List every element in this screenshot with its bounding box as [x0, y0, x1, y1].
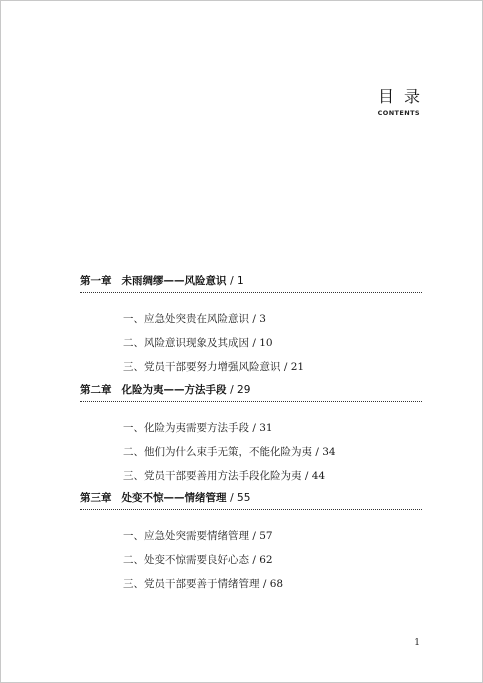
- section-title: 二、处变不惊需要良好心态: [123, 554, 249, 566]
- toc-title: 目录: [377, 87, 430, 106]
- chapter-heading: [80, 273, 422, 293]
- section-entry: [123, 440, 465, 464]
- section-page: / 21: [283, 361, 305, 373]
- section-entry: [123, 355, 465, 379]
- chapter-heading: [80, 382, 422, 402]
- chapter-1: [80, 273, 422, 379]
- section-list: [80, 416, 422, 488]
- chapter-2: [80, 382, 422, 488]
- section-page: / 68: [262, 578, 284, 590]
- section-title: 三、党员干部要善用方法手段化险为夷: [123, 470, 302, 482]
- section-entry: [123, 416, 465, 440]
- section-title: 一、化险为夷需要方法手段: [123, 422, 249, 434]
- section-list: [80, 307, 422, 379]
- section-page: / 10: [252, 337, 273, 349]
- section-title: 二、风险意识现象及其成因: [123, 337, 249, 349]
- section-entry: [123, 464, 465, 488]
- section-entry: [123, 548, 465, 572]
- chapter-title: 未雨绸缪——风险意识: [121, 275, 227, 287]
- chapter-page: / 1: [230, 275, 244, 287]
- section-page: / 34: [315, 446, 336, 458]
- section-entry: [123, 307, 465, 331]
- section-page: / 3: [252, 313, 266, 325]
- chapter-page: / 29: [230, 384, 251, 396]
- section-page: / 57: [252, 530, 273, 542]
- section-page: / 31: [252, 422, 273, 434]
- section-title: 二、他们为什么束手无策，不能化险为夷: [123, 446, 312, 458]
- section-entry: [123, 572, 465, 596]
- toc-heading: [377, 84, 430, 117]
- chapter-number: 第二章: [80, 384, 112, 396]
- chapter-number: 第三章: [80, 492, 112, 504]
- section-title: 三、党员干部要努力增强风险意识: [123, 361, 281, 373]
- chapter-title: 处变不惊——情绪管理: [121, 492, 227, 504]
- chapter-number: 第一章: [80, 275, 112, 287]
- section-title: 三、党员干部要善于情绪管理: [123, 578, 260, 590]
- toc-subtitle: CONTENTS: [377, 109, 420, 117]
- section-entry: [123, 331, 465, 355]
- section-page: / 62: [252, 554, 273, 566]
- chapter-3: [80, 490, 422, 596]
- section-title: 一、应急处突需要情绪管理: [123, 530, 249, 542]
- page-number: 1: [414, 638, 420, 648]
- section-entry: [123, 524, 465, 548]
- section-page: / 44: [304, 470, 326, 482]
- chapter-heading: [80, 490, 422, 510]
- chapter-page: / 55: [230, 492, 251, 504]
- chapter-title: 化险为夷——方法手段: [121, 384, 227, 396]
- section-title: 一、应急处突贵在风险意识: [123, 313, 249, 325]
- section-list: [80, 524, 422, 596]
